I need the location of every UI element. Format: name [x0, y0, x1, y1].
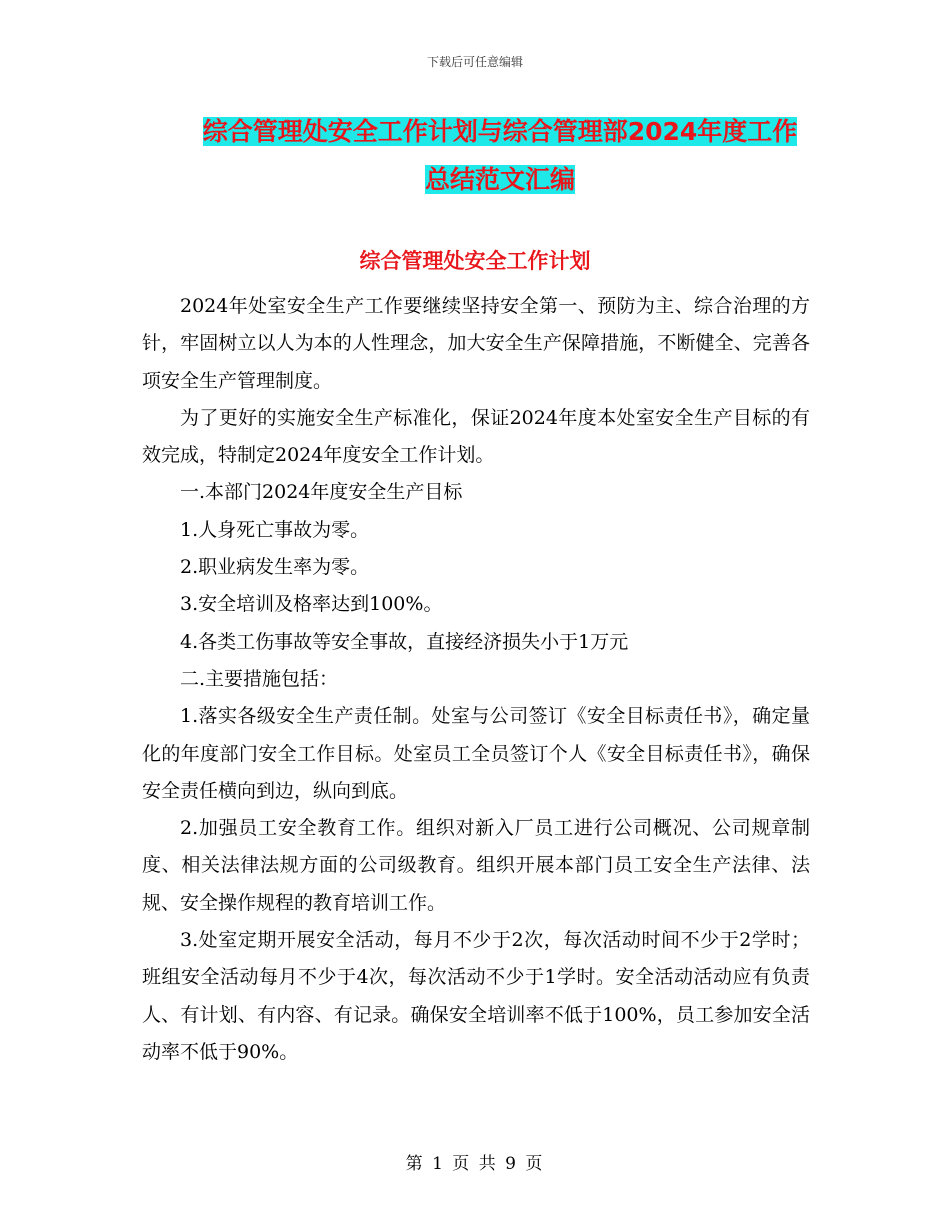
heading-measures: 二.主要措施包括： — [180, 667, 339, 690]
heading-goals: 一.本部门2024年度安全生产目标 — [180, 481, 463, 504]
paragraph: 1.落实各级安全生产责任制。处室与公司签订《安全目标责任书》，确定量化的年度部门安全工作目标。处室员工全员签订个人《安全目标责任书》，确保安全责任横向到边，纵向到底。 — [142, 705, 810, 802]
header-note: 下载后可任意编辑 — [426, 55, 523, 69]
list-item: 4.各类工伤事故等安全事故，直接经济损失小于1万元 — [180, 630, 629, 653]
section-title: 综合管理处安全工作计划 — [359, 249, 591, 273]
document-title-line-2: 总结范文汇编 — [424, 165, 575, 194]
list-item: 3.安全培训及格率达到100%。 — [180, 593, 443, 616]
document-title-line-1: 综合管理处安全工作计划与综合管理部2024年度工作 — [202, 117, 798, 146]
list-item: 2.职业病发生率为零。 — [180, 556, 370, 579]
document-body — [142, 288, 810, 1071]
paragraph: 为了更好的实施安全生产标准化，保证2024年度本处室安全生产目标的有效完成，特制定2024年度安全工作计划。 — [142, 406, 810, 467]
paragraph: 3.处室定期开展安全活动，每月不少于2次，每次活动时间不少于2学时；班组安全活动每月不少于4次，每次活动不少于1学时。安全活动活动应有负责人、有计划、有内容、有记录。确保安全培训率不低于100%，员工参加安全活动率不低于90%。 — [142, 929, 810, 1063]
paragraph: 2024年处室安全生产工作要继续坚持安全第一、预防为主、综合治理的方针，牢固树立以人为本的人性理念，加大安全生产保障措施，不断健全、完善各项安全生产管理制度。 — [142, 295, 810, 392]
page-number: 第 1 页 共 9 页 — [405, 1154, 545, 1174]
list-item: 1.人身死亡事故为零。 — [180, 518, 370, 541]
document-title — [140, 108, 860, 204]
paragraph: 2.加强员工安全教育工作。组织对新入厂员工进行公司概况、公司规章制度、相关法律法规方面的公司级教育。组织开展本部门员工安全生产法律、法规、安全操作规程的教育培训工作。 — [142, 817, 810, 914]
